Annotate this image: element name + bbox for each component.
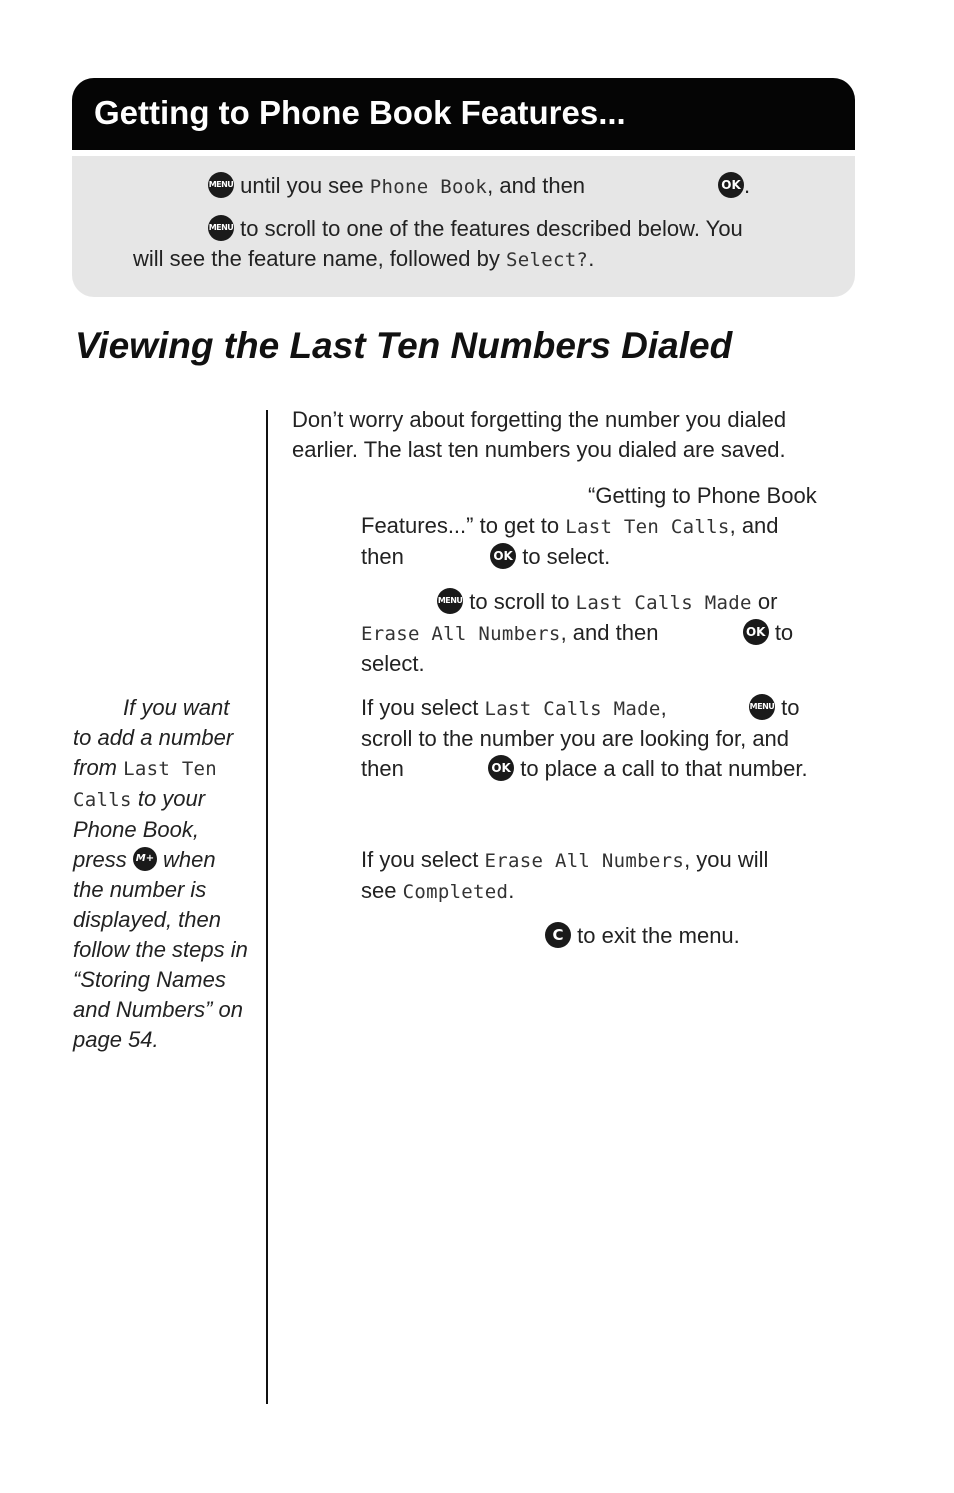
step-5 [545, 921, 905, 951]
menu-key-icon: MENU [437, 588, 463, 614]
side-note-text-2: to your Phone Book, press [73, 786, 206, 872]
menu-key-icon: MENU [749, 694, 775, 720]
menu-key-icon: MENU [208, 215, 234, 241]
step-3-line-1-text-3: to [781, 695, 800, 720]
step-1 [361, 481, 921, 572]
display-completed: Completed [402, 881, 509, 903]
header-line-2-text: to scroll to one of the features described below. You [240, 216, 743, 241]
ok-key-icon: OK [488, 755, 514, 781]
display-erase-all-numbers: Erase All Numbers [484, 850, 685, 872]
display-last-calls-made: Last Calls Made [484, 698, 661, 720]
header-line-1-text: until you see [240, 173, 364, 198]
header-line-1-ok [718, 173, 750, 200]
header-line-1-end: . [744, 173, 751, 198]
menu-key-icon: MENU [208, 172, 234, 198]
step-4 [361, 845, 921, 907]
step-3 [361, 693, 921, 784]
step-5-text: to exit the menu. [577, 923, 740, 948]
display-phone-book: Phone Book [369, 176, 488, 198]
intro-paragraph [292, 405, 862, 465]
clear-key-icon: C [545, 922, 571, 948]
display-last-ten-calls: Last Ten Calls [73, 758, 218, 811]
step-4-line-2-text: see [361, 878, 397, 903]
step-2-line-3: select. [361, 651, 425, 676]
header-bar [72, 78, 855, 150]
column-divider [266, 410, 268, 1404]
step-1-line-3-text: then [361, 544, 404, 569]
step-1-line-3-text-2: to select. [522, 544, 611, 569]
display-last-calls-made: Last Calls Made [575, 592, 752, 614]
step-1-line-2-text: Features...” to get to [361, 513, 560, 538]
section-title: Viewing the Last Ten Numbers Dialed [75, 325, 733, 366]
step-3-line-3-text: then [361, 756, 404, 781]
side-note [73, 693, 248, 1055]
m-plus-key-icon: M+ [133, 847, 157, 871]
step-2-line-2-text-2: to [774, 620, 794, 645]
step-2 [361, 587, 921, 679]
header-line-3-text: will see the feature name, followed by [133, 246, 500, 271]
phone-book-features-box [72, 78, 855, 297]
header-line-3-end: . [588, 246, 595, 271]
ok-key-icon: OK [490, 543, 516, 569]
step-4-line-1-text: If you select [361, 847, 479, 872]
step-1-line-1: “Getting to Phone Book [588, 483, 817, 508]
step-2-line-2-text: , and then [560, 620, 659, 645]
header-line-1 [208, 173, 585, 200]
display-last-ten-calls: Last Ten Calls [565, 516, 730, 538]
step-2-line-1-text-2: or [757, 589, 778, 614]
header-line-2 [208, 216, 743, 243]
header-divider [72, 150, 855, 156]
header-line-3 [133, 246, 594, 272]
step-4-line-1-text-2: , you will [684, 847, 769, 872]
side-note-text-3: when the number is displayed, then follow the steps in “Storing Names and Numbers” on page 54. [73, 847, 248, 1052]
header-title: Getting to Phone Book Features... [94, 94, 626, 131]
ok-key-icon: OK [718, 172, 744, 198]
display-select: Select? [506, 249, 589, 271]
ok-key-icon: OK [743, 619, 769, 645]
step-1-line-2-text-2: , and [729, 513, 779, 538]
step-2-line-1-text: to scroll to [469, 589, 570, 614]
display-erase-all-numbers: Erase All Numbers [361, 623, 561, 645]
step-3-line-3-text-2: to place a call to that number. [520, 756, 808, 781]
step-4-line-2-end: . [508, 878, 515, 903]
step-3-line-1-text: If you select [361, 695, 479, 720]
side-note-text-1: If you want to add a number from [73, 695, 234, 780]
step-3-line-1-text-2: , [660, 695, 667, 720]
step-3-line-2: scroll to the number you are looking for, and [361, 726, 790, 751]
intro-line-1: Don’t worry about forgetting the number you dialed [292, 407, 787, 432]
header-line-1-text-2: , and then [487, 173, 586, 198]
intro-line-2: earlier. The last ten numbers you dialed are saved. [292, 437, 786, 462]
